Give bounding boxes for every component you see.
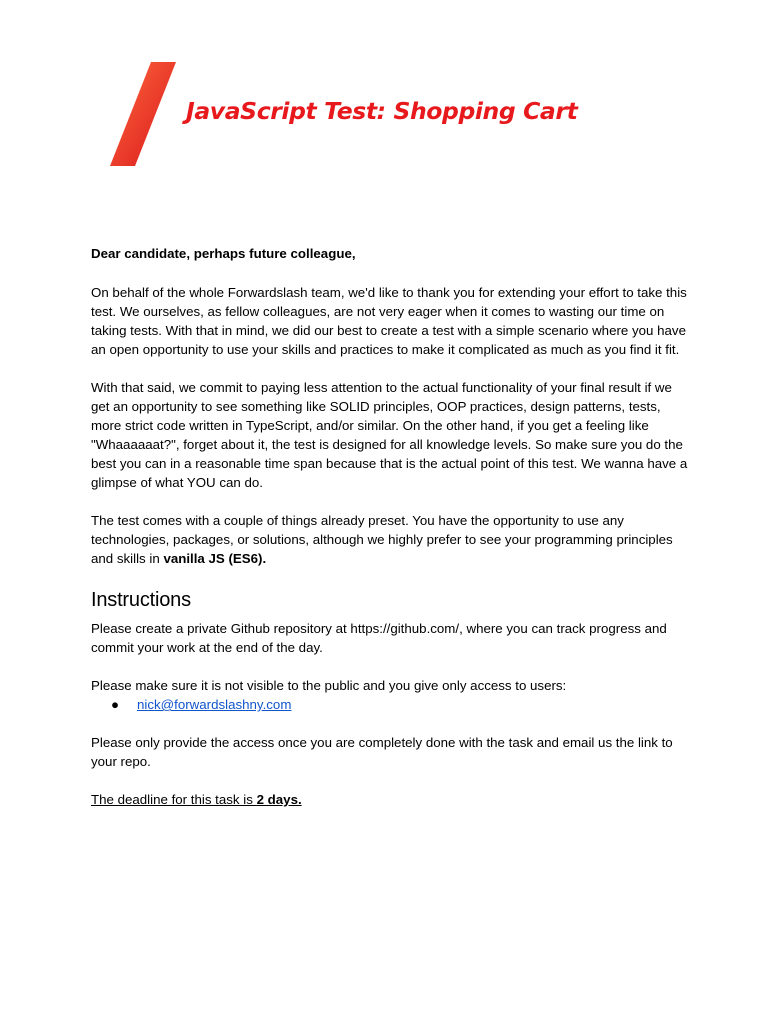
- preset-paragraph: [91, 511, 691, 568]
- page-title: JavaScript Test: Shopping Cart: [186, 97, 578, 125]
- instructions-heading: Instructions: [91, 589, 191, 611]
- repo-instruction: Please create a private Github repository at https://github.com/, where you can track progress and commit your work at the end of the day.: [91, 621, 667, 655]
- deadline-value: 2 days.: [256, 792, 302, 807]
- intro-paragraph: On behalf of the whole Forwardslash team, we'd like to thank you for extending your effort to take this test. We ourselves, as fellow colleagues, are not very eager when it comes to wasting our time on taking tests. With that in mind, we did our best to create a test with a simple scenario where you have an open opportunity to use your skills and practices to make it complicated as much as you find it fit.: [91, 285, 687, 357]
- forwardslash-logo: [88, 60, 184, 170]
- greeting: Dear candidate, perhaps future colleague,: [91, 246, 356, 261]
- bullet-icon: ●: [111, 697, 120, 712]
- preset-paragraph-text: The test comes with a couple of things already preset. You have the opportunity to use any technologies, packages, or solutions, although we highly prefer to see your programming principles and skills in: [91, 513, 673, 566]
- user-email-link[interactable]: nick@forwardslashny.com: [137, 697, 292, 712]
- commitment-paragraph: With that said, we commit to paying less attention to the actual functionality of your final result if we get an opportunity to see something like SOLID principles, OOP practices, design patterns, tests, more strict code written in TypeScript, and/or similar. On the other hand, if you get a feeling like "Whaaaaaat?", forget about it, the test is designed for all knowledge levels. So make sure you do the best you can in a reasonable time span because that is the actual point of this test. We wanna have a glimpse of what YOU can do.: [91, 380, 688, 490]
- deadline-note: [91, 790, 691, 809]
- deadline-label: The deadline for this task is: [91, 792, 257, 807]
- list-item: [91, 695, 691, 714]
- preset-paragraph-emphasis: vanilla JS (ES6).: [163, 551, 267, 566]
- access-instruction: Please make sure it is not visible to the public and you give only access to users:: [91, 678, 567, 693]
- user-list: [91, 695, 691, 714]
- access-timing-instruction: Please only provide the access once you are completely done with the task and email us the link to your repo.: [91, 735, 673, 769]
- document-body: [91, 244, 691, 809]
